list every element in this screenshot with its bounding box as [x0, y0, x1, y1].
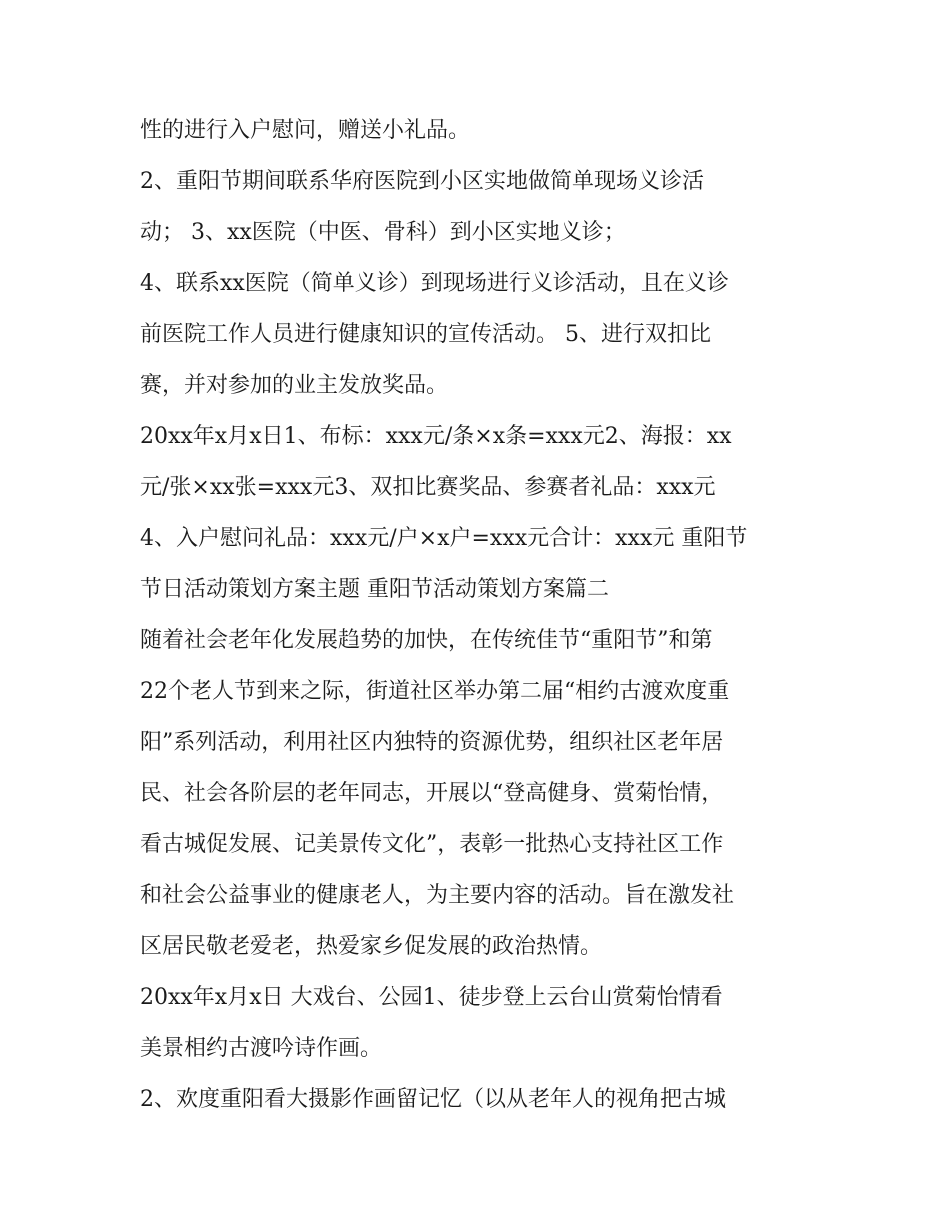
text-line: 前医院工作人员进行健康知识的宣传活动。 5、进行双扣比 — [140, 322, 711, 347]
text-line: 4、入户慰问礼品：xxx元/户×x户=xxx元合计：xxx元 重阳节 — [140, 526, 748, 551]
text-line: 元/张×xx张=xxx元3、双扣比赛奖品、参赛者礼品：xxx元 — [140, 475, 716, 500]
text-line: 2、欢度重阳看大摄影作画留记忆（以从老年人的视角把古城 — [140, 1087, 726, 1112]
text-line: 20xx年x月x日 大戏台、公园1、徒步登上云台山赏菊怡情看 — [140, 985, 723, 1010]
text-line: 节日活动策划方案主题 重阳节活动策划方案篇二 — [140, 577, 609, 602]
text-line: 民、社会各阶层的老年同志，开展以“登高健身、赏菊怡情， — [140, 781, 724, 806]
text-line: 阳”系列活动，利用社区内独特的资源优势，组织社区老年居 — [140, 730, 724, 755]
text-line: 动； 3、xx医院（中医、骨科）到小区实地义诊； — [140, 220, 626, 245]
text-line: 和社会公益事业的健康老人，为主要内容的活动。旨在激发社 — [140, 883, 735, 908]
text-line: 美景相约古渡吟诗作画。 — [140, 1036, 383, 1061]
document-body — [140, 105, 820, 1125]
text-line: 看古城促发展、记美景传文化”，表彰一批热心支持社区工作 — [140, 832, 724, 857]
text-line: 20xx年x月x日1、布标：xxx元/条×x条=xxx元2、海报：xx — [140, 424, 732, 449]
text-line: 22个老人节到来之际，街道社区举办第二届“相约古渡欢度重 — [140, 679, 730, 704]
text-line: 性的进行入户慰问，赠送小礼品。 — [140, 118, 471, 143]
text-line: 2、重阳节期间联系华府医院到小区实地做简单现场义诊活 — [140, 169, 704, 194]
text-line: 4、联系xx医院（简单义诊）到现场进行义诊活动，且在义诊 — [140, 271, 729, 296]
text-line: 区居民敬老爱老，热爱家乡促发展的政治热情。 — [140, 934, 603, 959]
text-line: 随着社会老年化发展趋势的加快，在传统佳节“重阳节”和第 — [140, 628, 713, 653]
text-line: 赛，并对参加的业主发放奖品。 — [140, 373, 449, 398]
